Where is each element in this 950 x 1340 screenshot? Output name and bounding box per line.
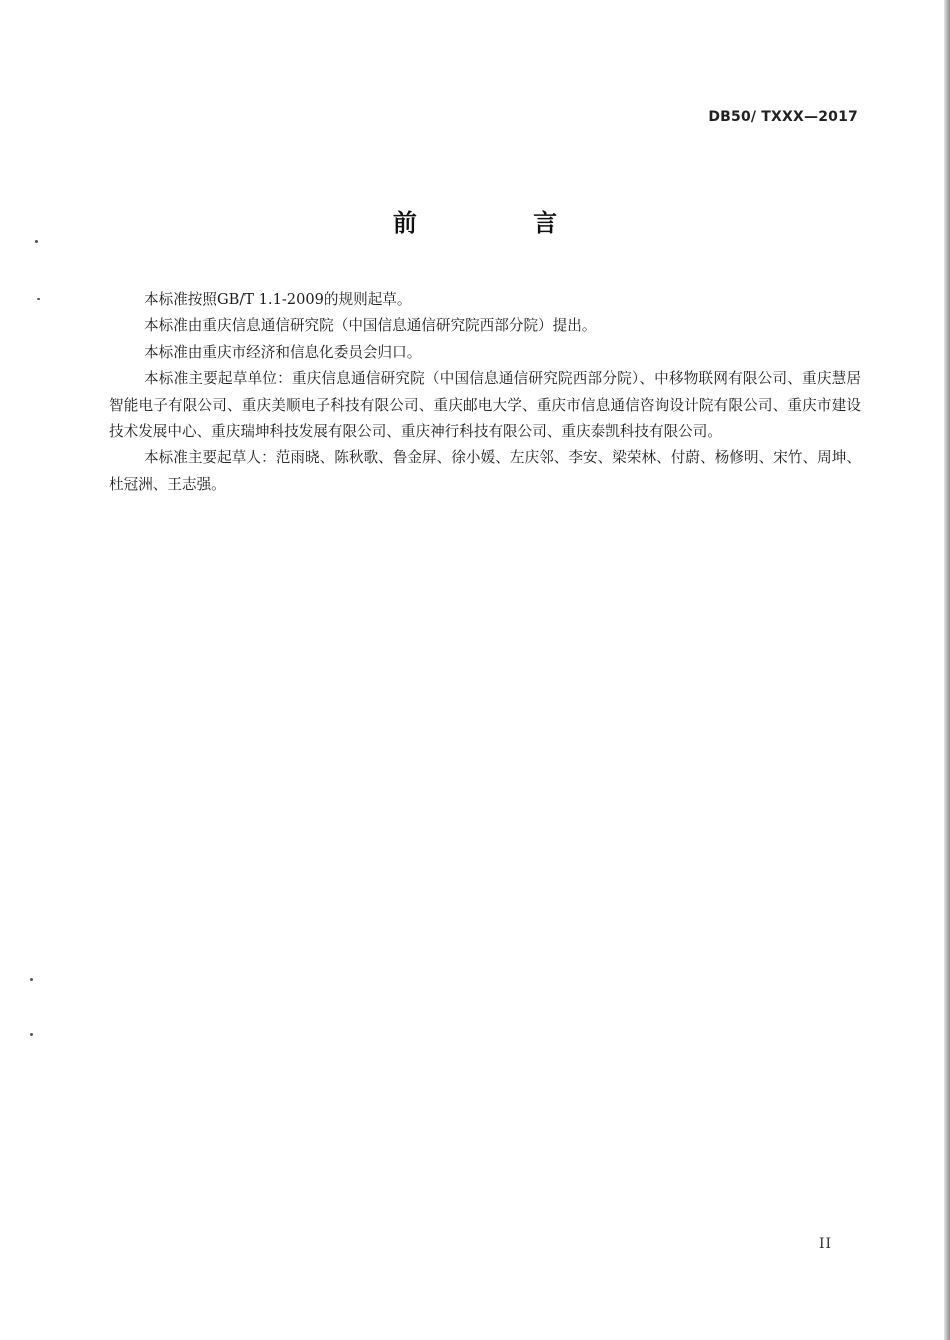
scanned-page-edge bbox=[944, 0, 950, 1340]
paragraph-drafting-units: 本标准主要起草单位：重庆信息通信研究院（中国信息通信研究院西部分院）、中移物联网有限公司、重庆慧居智能电子有限公司、重庆美顺电子科技有限公司、重庆邮电大学、重庆市信息通信咨询设计院有限公司、重庆市建设技术发展中心、重庆瑞坤科技发展有限公司、重庆神行科技有限公司、重庆泰凯科技有限公司。 bbox=[109, 370, 861, 441]
scan-speck bbox=[37, 298, 40, 300]
paragraph-administrator: 本标准由重庆市经济和信息化委员会归口。 bbox=[144, 343, 422, 361]
section-title: 前 言 bbox=[392, 209, 612, 237]
document-code: DB50/ TXXX—2017 bbox=[708, 109, 858, 125]
scan-speck bbox=[35, 240, 38, 243]
page-number: II bbox=[818, 1236, 832, 1252]
scan-speck bbox=[30, 978, 33, 981]
paragraph-drafters: 本标准主要起草人：范雨晓、陈秋歌、鲁金屏、徐小媛、左庆邻、李安、梁荣林、付蔚、杨修明、宋竹、周坤、杜冠洲、王志强。 bbox=[109, 449, 861, 493]
paragraph-proposer: 本标准由重庆信息通信研究院（中国信息通信研究院西部分院）提出。 bbox=[144, 317, 597, 335]
paragraph-drafting-rules: 本标准按照GB/T 1.1-2009的规则起草。 bbox=[144, 291, 412, 308]
scan-speck bbox=[30, 1033, 33, 1036]
foreword-body bbox=[109, 287, 861, 498]
